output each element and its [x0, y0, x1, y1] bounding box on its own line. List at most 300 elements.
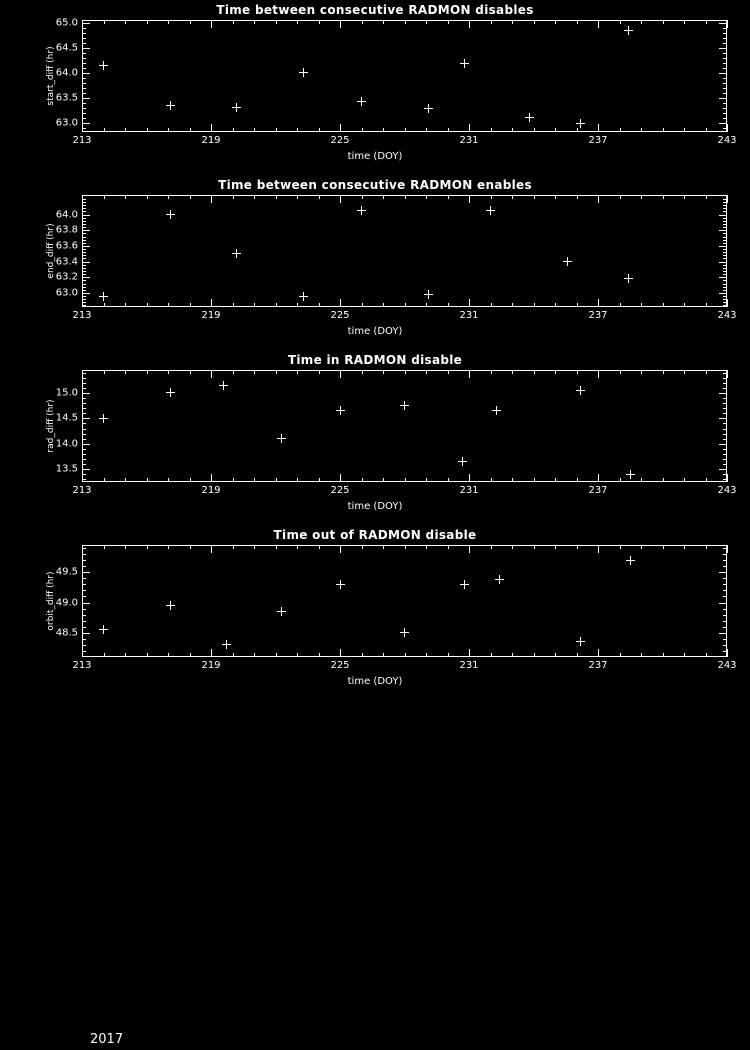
y-axis-minor-tick — [82, 211, 86, 212]
y-axis-minor-tick — [82, 584, 86, 585]
x-tick-label: 231 — [459, 135, 479, 146]
x-axis-tick — [641, 303, 642, 307]
y-axis-minor-tick — [723, 93, 727, 94]
x-axis-tick — [620, 545, 621, 549]
x-axis-tick — [512, 195, 513, 199]
x-axis-tick — [340, 299, 341, 307]
x-axis-tick — [469, 299, 470, 307]
x-axis-tick — [426, 128, 427, 132]
y-axis-minor-tick — [723, 280, 727, 281]
x-axis-tick — [104, 370, 105, 374]
y-axis-minor-tick — [82, 615, 86, 616]
y-axis-tick — [719, 48, 727, 49]
data-point-marker — [424, 290, 433, 299]
y-axis-tick — [82, 633, 90, 634]
x-axis-tick — [706, 20, 707, 24]
x-tick-label: 243 — [717, 485, 737, 496]
data-point-marker — [99, 414, 108, 423]
y-axis-tick — [82, 469, 90, 470]
y-tick-label: 63.2 — [55, 271, 78, 283]
x-axis-tick — [641, 478, 642, 482]
y-axis-minor-tick — [82, 408, 86, 409]
y-axis-minor-tick — [82, 78, 86, 79]
x-axis-tick — [534, 128, 535, 132]
data-point-marker — [357, 97, 366, 106]
y-axis-minor-tick — [723, 578, 727, 579]
y-axis-minor-tick — [82, 609, 86, 610]
x-axis-tick — [491, 128, 492, 132]
y-tick-label: 63.8 — [55, 224, 78, 236]
y-axis-minor-tick — [82, 290, 86, 291]
x-axis-tick — [534, 478, 535, 482]
y-axis-minor-tick — [82, 208, 86, 209]
x-axis-tick — [706, 128, 707, 132]
x-axis-tick — [448, 370, 449, 374]
y-axis-minor-tick — [82, 305, 86, 306]
y-axis-minor-tick — [82, 83, 86, 84]
y-axis-tick — [82, 262, 90, 263]
y-axis-minor-tick — [82, 258, 86, 259]
x-axis-tick — [469, 649, 470, 657]
y-tick-label: 14.5 — [55, 412, 78, 424]
y-axis-minor-tick — [82, 454, 86, 455]
x-axis-tick — [383, 370, 384, 374]
x-axis-tick — [362, 128, 363, 132]
y-tick-label: 49.0 — [55, 597, 78, 608]
x-axis-tick — [491, 370, 492, 374]
y-axis-minor-tick — [82, 237, 86, 238]
y-axis-minor-tick — [723, 296, 727, 297]
data-point-marker — [525, 113, 534, 122]
y-tick-label: 65.0 — [55, 17, 78, 28]
x-axis-tick — [319, 20, 320, 24]
x-axis-tick — [534, 545, 535, 549]
x-axis-tick — [362, 370, 363, 374]
y-axis-tick — [719, 444, 727, 445]
x-axis-tick — [405, 370, 406, 374]
y-axis-minor-tick — [82, 224, 86, 225]
data-point-marker — [400, 401, 409, 410]
x-axis-tick — [426, 370, 427, 374]
y-axis-minor-tick — [723, 548, 727, 549]
y-axis-minor-tick — [723, 249, 727, 250]
x-axis-tick — [383, 195, 384, 199]
y-axis-tick — [719, 293, 727, 294]
y-axis-title: orbit_diff (hr) — [46, 571, 56, 631]
x-axis-tick — [383, 653, 384, 657]
x-axis-tick — [426, 478, 427, 482]
x-axis-tick — [297, 195, 298, 199]
y-axis-minor-tick — [723, 373, 727, 374]
x-axis-tick — [469, 124, 470, 132]
y-axis-minor-tick — [82, 434, 86, 435]
x-axis-tick — [577, 128, 578, 132]
y-axis-minor-tick — [82, 205, 86, 206]
y-tick-label: 64.0 — [55, 67, 78, 79]
x-axis-tick — [469, 20, 470, 28]
x-axis-tick — [684, 20, 685, 24]
y-axis-minor-tick — [82, 388, 86, 389]
x-tick-label: 225 — [330, 135, 350, 146]
y-axis-minor-tick — [723, 639, 727, 640]
y-axis-minor-tick — [82, 103, 86, 104]
x-axis-tick — [620, 370, 621, 374]
y-axis-minor-tick — [723, 651, 727, 652]
y-axis-minor-tick — [723, 252, 727, 253]
data-point-marker — [626, 470, 635, 479]
x-axis-tick — [125, 545, 126, 549]
y-axis-minor-tick — [82, 627, 86, 628]
x-axis-tick — [362, 653, 363, 657]
x-axis-tick — [383, 478, 384, 482]
data-point-marker — [232, 103, 241, 112]
y-axis-title: end_diff (hr) — [46, 223, 56, 279]
y-axis-minor-tick — [723, 388, 727, 389]
x-tick-label: 219 — [201, 135, 221, 146]
x-tick-label: 243 — [717, 660, 737, 671]
y-axis-minor-tick — [723, 434, 727, 435]
y-axis-minor-tick — [82, 645, 86, 646]
x-axis-tick — [383, 545, 384, 549]
x-axis-tick — [555, 370, 556, 374]
y-axis-tick — [719, 246, 727, 247]
x-axis-tick — [706, 478, 707, 482]
x-axis-tick — [469, 545, 470, 553]
y-axis-minor-tick — [723, 68, 727, 69]
y-axis-minor-tick — [82, 53, 86, 54]
x-axis-tick — [512, 370, 513, 374]
x-axis-tick — [233, 653, 234, 657]
x-axis-tick — [168, 478, 169, 482]
y-axis-minor-tick — [82, 479, 86, 480]
chart-title: Time in RADMON disable — [287, 353, 463, 367]
x-axis-tick — [512, 128, 513, 132]
y-axis-tick — [719, 23, 727, 24]
data-point-marker — [458, 457, 467, 466]
x-axis-tick — [362, 303, 363, 307]
y-axis-minor-tick — [82, 274, 86, 275]
x-axis-tick — [469, 370, 470, 378]
y-tick-label: 14.0 — [55, 438, 78, 450]
y-axis-minor-tick — [723, 464, 727, 465]
y-axis-minor-tick — [723, 118, 727, 119]
x-axis-tick — [254, 653, 255, 657]
x-axis-tick — [383, 303, 384, 307]
x-axis-tick — [555, 303, 556, 307]
plot-area — [82, 195, 727, 307]
x-axis-tick — [147, 653, 148, 657]
y-axis-minor-tick — [82, 554, 86, 555]
x-axis-tick — [405, 653, 406, 657]
y-axis-minor-tick — [723, 199, 727, 200]
y-axis-minor-tick — [723, 53, 727, 54]
x-axis-tick — [233, 545, 234, 549]
x-axis-tick — [598, 474, 599, 482]
x-axis-tick — [663, 653, 664, 657]
y-axis-minor-tick — [82, 578, 86, 579]
y-tick-label: 49.5 — [55, 566, 78, 578]
y-axis-tick — [82, 123, 90, 124]
y-axis-minor-tick — [82, 28, 86, 29]
x-axis-tick — [534, 653, 535, 657]
y-axis-minor-tick — [723, 271, 727, 272]
y-axis-minor-tick — [723, 454, 727, 455]
x-axis-tick — [641, 545, 642, 549]
y-axis-minor-tick — [723, 290, 727, 291]
x-tick-label: 237 — [588, 660, 608, 671]
y-axis-minor-tick — [723, 299, 727, 300]
x-axis-tick — [405, 195, 406, 199]
x-axis-tick — [641, 195, 642, 199]
x-axis-tick — [555, 128, 556, 132]
y-axis-tick — [82, 246, 90, 247]
y-axis-minor-tick — [723, 113, 727, 114]
x-axis-tick — [426, 20, 427, 24]
x-axis-tick — [233, 370, 234, 374]
x-axis-tick — [663, 478, 664, 482]
y-axis-minor-tick — [723, 83, 727, 84]
x-axis-tick — [168, 20, 169, 24]
y-axis-minor-tick — [723, 398, 727, 399]
y-axis-minor-tick — [82, 221, 86, 222]
x-axis-tick — [598, 195, 599, 203]
y-axis-minor-tick — [82, 439, 86, 440]
y-axis-minor-tick — [82, 560, 86, 561]
y-axis-minor-tick — [82, 268, 86, 269]
y-axis-minor-tick — [82, 58, 86, 59]
x-axis-tick — [168, 545, 169, 549]
x-axis-tick — [620, 303, 621, 307]
y-axis-minor-tick — [82, 199, 86, 200]
x-axis-tick — [405, 303, 406, 307]
y-axis-minor-tick — [82, 108, 86, 109]
y-axis-minor-tick — [82, 252, 86, 253]
x-axis-title: time (DOY) — [347, 501, 403, 512]
x-axis-tick — [276, 478, 277, 482]
y-axis-minor-tick — [82, 227, 86, 228]
x-axis-tick — [319, 128, 320, 132]
y-axis-minor-tick — [82, 93, 86, 94]
x-axis-tick — [125, 20, 126, 24]
x-axis-tick — [663, 303, 664, 307]
x-axis-tick — [297, 303, 298, 307]
y-axis-minor-tick — [82, 284, 86, 285]
x-axis-tick — [147, 478, 148, 482]
x-axis-tick — [147, 128, 148, 132]
y-axis-minor-tick — [723, 439, 727, 440]
x-axis-tick — [491, 195, 492, 199]
x-axis-tick — [211, 370, 212, 378]
y-axis-minor-tick — [723, 243, 727, 244]
y-axis-minor-tick — [723, 413, 727, 414]
data-point-marker — [624, 26, 633, 35]
data-point-marker — [460, 59, 469, 68]
x-axis-tick — [168, 303, 169, 307]
y-axis-minor-tick — [723, 429, 727, 430]
x-axis-tick — [211, 195, 212, 203]
x-axis-tick — [426, 195, 427, 199]
y-axis-minor-tick — [82, 302, 86, 303]
x-axis-tick — [448, 20, 449, 24]
x-axis-tick — [254, 370, 255, 374]
x-axis-tick — [448, 195, 449, 199]
x-axis-tick — [362, 195, 363, 199]
y-axis-minor-tick — [723, 227, 727, 228]
y-tick-label: 63.6 — [55, 240, 78, 252]
y-axis-minor-tick — [82, 459, 86, 460]
y-axis-minor-tick — [723, 108, 727, 109]
x-tick-label: 219 — [201, 310, 221, 321]
x-axis-tick — [598, 124, 599, 132]
y-axis-minor-tick — [82, 621, 86, 622]
x-axis-tick — [383, 128, 384, 132]
x-axis-tick — [491, 478, 492, 482]
y-axis-minor-tick — [723, 584, 727, 585]
y-axis-minor-tick — [723, 237, 727, 238]
x-axis-tick — [706, 545, 707, 549]
data-point-marker — [277, 607, 286, 616]
x-axis-tick — [125, 478, 126, 482]
plot-area — [82, 370, 727, 482]
x-axis-tick — [104, 128, 105, 132]
y-axis-minor-tick — [723, 627, 727, 628]
x-axis-tick — [469, 195, 470, 203]
x-axis-tick — [620, 478, 621, 482]
x-axis-tick — [448, 128, 449, 132]
x-axis-tick — [641, 370, 642, 374]
data-point-marker — [99, 292, 108, 301]
y-axis-minor-tick — [723, 218, 727, 219]
x-tick-label: 243 — [717, 310, 737, 321]
x-axis-tick — [190, 545, 191, 549]
x-axis-tick — [297, 370, 298, 374]
x-axis-tick — [555, 653, 556, 657]
x-axis-tick — [491, 20, 492, 24]
x-axis-tick — [254, 303, 255, 307]
y-axis-minor-tick — [723, 554, 727, 555]
y-axis-minor-tick — [82, 265, 86, 266]
x-axis-tick — [641, 20, 642, 24]
y-axis-minor-tick — [723, 474, 727, 475]
y-axis-minor-tick — [723, 240, 727, 241]
x-axis-tick — [577, 370, 578, 374]
plot-area — [82, 20, 727, 132]
x-axis-tick — [684, 128, 685, 132]
y-axis-minor-tick — [723, 403, 727, 404]
x-axis-tick — [555, 545, 556, 549]
x-axis-tick — [211, 299, 212, 307]
y-axis-minor-tick — [723, 383, 727, 384]
data-point-marker — [277, 434, 286, 443]
x-axis-tick — [426, 653, 427, 657]
x-axis-tick — [577, 653, 578, 657]
data-point-marker — [166, 388, 175, 397]
y-axis-minor-tick — [723, 305, 727, 306]
x-axis-tick — [319, 303, 320, 307]
x-axis-tick — [211, 649, 212, 657]
data-point-marker — [563, 257, 572, 266]
x-axis-tick — [577, 545, 578, 549]
y-axis-tick — [82, 98, 90, 99]
x-axis-tick — [491, 653, 492, 657]
data-point-marker — [460, 580, 469, 589]
y-axis-minor-tick — [723, 566, 727, 567]
y-axis-minor-tick — [723, 128, 727, 129]
y-axis-minor-tick — [82, 413, 86, 414]
x-axis-tick — [254, 20, 255, 24]
x-tick-label: 237 — [588, 485, 608, 496]
x-tick-label: 225 — [330, 310, 350, 321]
x-axis-tick — [555, 20, 556, 24]
chart-title: Time between consecutive RADMON enables — [218, 178, 532, 192]
y-axis-minor-tick — [82, 243, 86, 244]
x-axis-tick — [254, 128, 255, 132]
x-axis-tick — [598, 649, 599, 657]
y-axis-tick — [82, 572, 90, 573]
x-axis-tick — [125, 128, 126, 132]
x-axis-tick — [233, 195, 234, 199]
x-axis-tick — [491, 303, 492, 307]
x-axis-tick — [276, 370, 277, 374]
y-axis-minor-tick — [82, 255, 86, 256]
x-axis-tick — [276, 128, 277, 132]
y-axis-minor-tick — [723, 63, 727, 64]
x-axis-tick — [706, 370, 707, 374]
x-axis-tick — [534, 370, 535, 374]
y-axis-minor-tick — [723, 423, 727, 424]
x-axis-tick — [104, 478, 105, 482]
x-axis-tick — [297, 478, 298, 482]
data-point-marker — [424, 104, 433, 113]
y-axis-minor-tick — [723, 221, 727, 222]
x-axis-tick — [147, 303, 148, 307]
data-point-marker — [576, 386, 585, 395]
x-axis-tick — [190, 478, 191, 482]
x-axis-tick — [319, 478, 320, 482]
x-axis-tick — [190, 195, 191, 199]
x-axis-tick — [147, 195, 148, 199]
x-axis-tick — [362, 20, 363, 24]
y-axis-minor-tick — [723, 233, 727, 234]
y-tick-label: 63.5 — [55, 92, 78, 104]
y-axis-tick — [719, 572, 727, 573]
y-tick-label: 15.0 — [55, 387, 78, 399]
y-axis-tick — [719, 393, 727, 394]
y-axis-tick — [82, 418, 90, 419]
x-axis-tick — [340, 474, 341, 482]
x-axis-tick — [684, 195, 685, 199]
y-axis-minor-tick — [82, 218, 86, 219]
y-axis-minor-tick — [82, 639, 86, 640]
x-axis-tick — [147, 20, 148, 24]
x-axis-tick — [727, 20, 728, 28]
y-axis-title: start_diff (hr) — [46, 46, 56, 106]
y-axis-minor-tick — [82, 651, 86, 652]
x-axis-title: time (DOY) — [347, 676, 403, 687]
x-tick-label: 213 — [72, 135, 92, 146]
x-axis-tick — [405, 128, 406, 132]
y-axis-minor-tick — [82, 280, 86, 281]
x-axis-tick — [620, 128, 621, 132]
x-axis-tick — [577, 20, 578, 24]
x-axis-tick — [254, 195, 255, 199]
x-axis-tick — [319, 195, 320, 199]
x-axis-tick — [448, 478, 449, 482]
data-point-marker — [626, 556, 635, 565]
y-axis-minor-tick — [723, 408, 727, 409]
x-axis-tick — [405, 545, 406, 549]
y-axis-tick — [719, 603, 727, 604]
